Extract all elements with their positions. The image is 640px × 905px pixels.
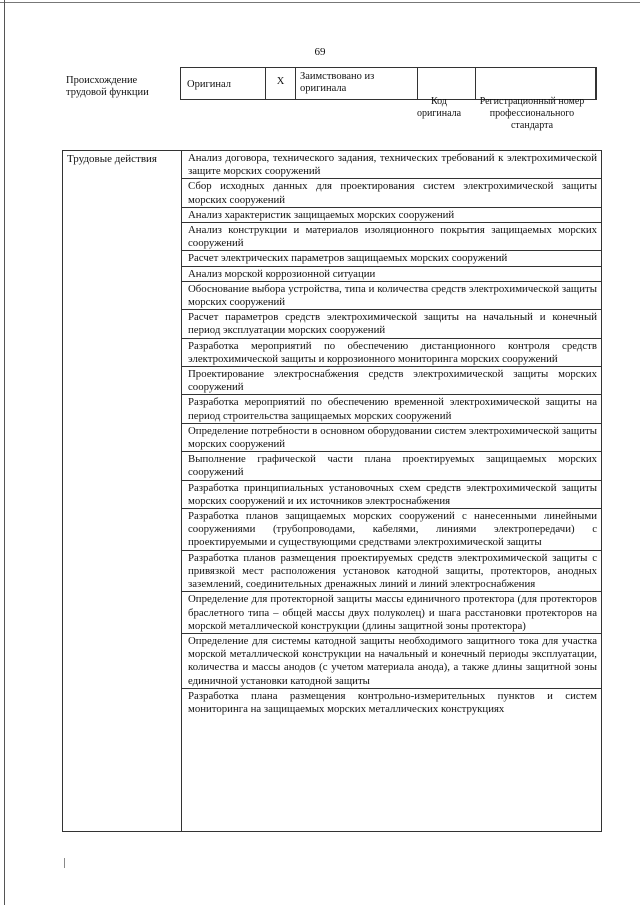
- original-cell: Оригинал: [181, 68, 266, 99]
- action-item: Разработка планов защищаемых морских сооружений с нанесенными линейными сооружениями (трубопроводами, кабелями, линиями электропередачи) с проектируемыми и существующими средствами электрохимической защиты: [182, 509, 601, 551]
- action-item: Расчет параметров средств электрохимической защиты на начальный и конечный период эксплуатации морских сооружений: [182, 310, 601, 338]
- action-item: Разработка принципиальных установочных схем средств электрохимической защиты морских сооружений и их источников электроснабжения: [182, 481, 601, 509]
- reg-number-caption: Регистрационный номер профессионального стандарта: [479, 96, 585, 131]
- action-item: Определение для протекторной защиты массы единичного протектора (для протекторов браслетного типа – общей массы двух полуколец) и шага расстановки протекторов на морской металлической конструкции (длины защитной зоны протектора): [182, 592, 601, 634]
- page-top-edge: [0, 2, 640, 3]
- code-cell: [418, 68, 476, 99]
- action-item: Определение для системы катодной защиты необходимого защитного тока для участка морской металлической конструкции на начальный и конечный периоды эксплуатации, количества и массы анодов (с учетом материала анода), а также длины защитной зоны единичной установки катодной защиты: [182, 634, 601, 689]
- page-margin-mark: [64, 858, 65, 868]
- action-item: Выполнение графической части плана проектируемых защищаемых морских сооружений: [182, 452, 601, 480]
- original-mark: X: [266, 68, 296, 99]
- reg-number-cell: [476, 68, 596, 99]
- action-item: Обоснование выбора устройства, типа и количества средств электрохимической защиты морских сооружений: [182, 282, 601, 310]
- action-item: Анализ характеристик защищаемых морских сооружений: [182, 208, 601, 223]
- page-number: 69: [314, 46, 326, 58]
- action-item: Анализ договора, технического задания, технических требований к электрохимической защите морских сооружений: [182, 151, 601, 179]
- action-item: Анализ морской коррозионной ситуации: [182, 267, 601, 282]
- action-item: Определение потребности в основном оборудовании систем электрохимической защиты морских сооружений: [182, 424, 601, 452]
- action-item: Разработка планов размещения проектируемых средств электрохимической защиты с привязкой мест расположения установок катодной защиты, протекторов, анодных заземлений, соединительных дренажных линий и линий электроснабжения: [182, 551, 601, 593]
- action-item: Разработка мероприятий по обеспечению дистанционного контроля средств электрохимической защиты и коррозионного мониторинга морских сооружений: [182, 339, 601, 367]
- action-item: Расчет электрических параметров защищаемых морских сооружений: [182, 251, 601, 266]
- borrowed-cell: Заимствовано из оригинала: [296, 68, 418, 99]
- action-item: Анализ конструкции и материалов изоляционного покрытия защищаемых морских сооружений: [182, 223, 601, 251]
- code-caption: Код оригинала: [416, 96, 462, 119]
- labor-actions-label: Трудовые действия: [62, 150, 182, 832]
- labor-actions-list: [182, 150, 602, 832]
- origin-label: Происхождение трудовой функции: [66, 75, 149, 98]
- action-item: Разработка мероприятий по обеспечению временной электрохимической защиты на период строительства защищаемых морских сооружений: [182, 395, 601, 423]
- labor-actions-table: [62, 150, 604, 832]
- action-item: Сбор исходных данных для проектирования систем электрохимической защиты морских сооружений: [182, 179, 601, 207]
- action-item: Проектирование электроснабжения средств электрохимической защиты морских сооружений: [182, 367, 601, 395]
- page-left-edge: [4, 0, 5, 905]
- action-item: Разработка плана размещения контрольно-измерительных пунктов и систем мониторинга на защищаемых морских металлических конструкциях: [188, 689, 597, 715]
